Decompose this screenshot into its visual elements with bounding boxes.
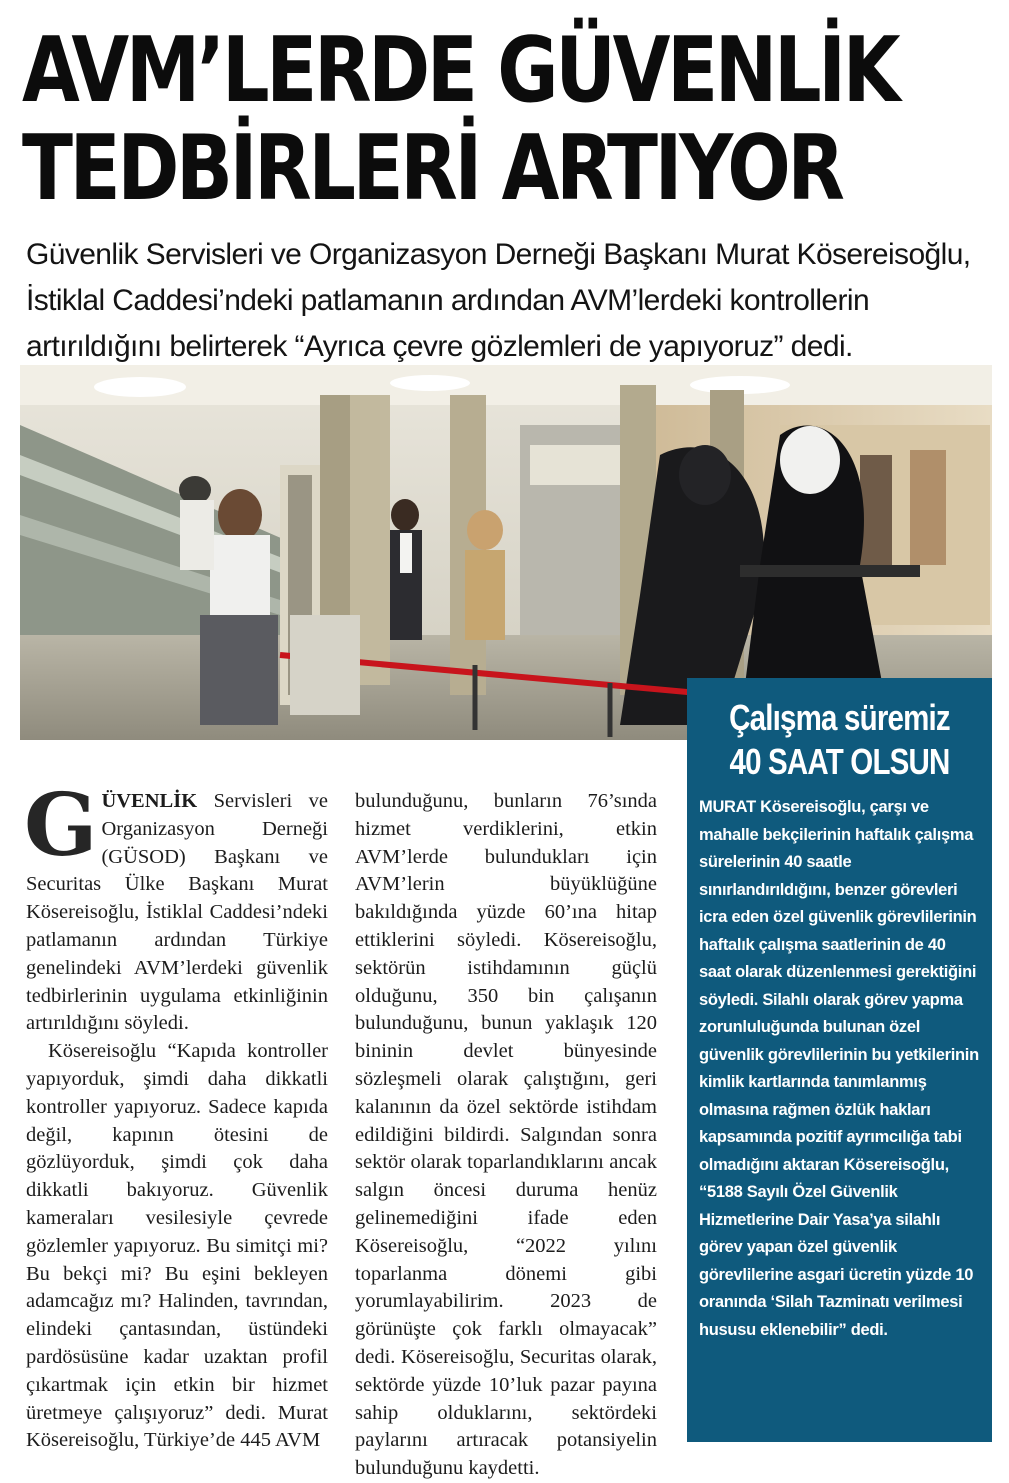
sidebar-body-text: Kösereisoğlu, çarşı ve mahalle bekçilerinin haftalık çalışma sürelerinin 40 saatle sınırlandırıldığını, benzer görevleri icra eden özel güvenlik görevlilerinin haftalık çalışma saatlerinin de 40 saat olarak düzenlenmesi gerektiğini söyledi. Silahlı olarak görev yapma zorunluluğunda bulunan özel güvenlik görevlilerinin bu yetkilerinin kimlik kartlarında tanımlanmış olmasına rağmen özlük hakları kapsamında pozitif ayrımcılığa tabi olmadığını aktaran Kösereisoğlu, “5188 Sayılı Özel Güvenlik Hizmetlerine Dair Yasa’ya silahlı görev yapan özel güvenlik görevlilerine asgari ücretin yüzde 10 oranında ‘Silah Tazminatı verilmesi hususu eklenebilir” dedi.: [699, 798, 979, 1339]
article-lead-in: ÜVENLİK: [101, 790, 198, 812]
headline-line-2: TEDBİRLERİ ARTIYOR: [22, 116, 842, 221]
sidebar-title-line-1: Çalışma süremiz: [729, 697, 950, 738]
article-paragraph-2: Kösereisoğlu “Kapıda kontroller yapıyorduk, şimdi daha dikkatli kontroller yapıyoruz. Sadece kapıda değil, kapının ötesini de gözlüyorduk, şimdi çok daha dikkatli bakıyoruz. Güvenlik kameraları vesilesiyle çevrede gözlemler yapıyoruz. Bu simitçi mi? Bu bekçi mi? Bu eşini bekleyen adamcağız mı? Halinden, tavrından, elindeki çantasından, üstündeki pardösüsüne kadar uzaktan profil çıkartmak için etkin bir hizmet üretmeye çalışıyoruz” dedi. Murat Kösereisoğlu, Türkiye’de 445 AVM: [26, 1040, 328, 1452]
article-column-2: [355, 788, 657, 1483]
article-paragraph-3: bulunduğunu, bunların 76’sında hizmet verdiklerini, etkin AVM’lerde bulundukları için AVM’lerin büyüklüğüne bakıldığında yüzde 60’ına hitap ettiklerini söyledi. Kösereisoğlu, sektörün istihdamının güçlü olduğunu, 350 bin çalışanın bulunduğunu, bunun yaklaşık 120 bininin devlet bünyesinde sözleşmeli olarak çalıştığını, geri kalanının da özel sektörde istihdam edildiğini bildirdi. Salgından sonra sektör olarak toparlandıklarını ancak salgın öncesi duruma henüz gelinemediğini ifade eden Kösereisoğlu, “2022 yılını toparlanma dönemi gibi yorumlayabilirim. 2023 de görünüşte çok farklı olmayacak” dedi. Kösereisoğlu, Securitas olarak, sektörde yüzde 10’luk pazar payına sahip olduklarını, sektördeki paylarını artıracak potansiyelin bulunduğunu kaydetti.: [355, 790, 657, 1480]
sidebar-title: [724, 696, 954, 784]
headline: [22, 18, 898, 221]
deck-summary: Güvenlik Servisleri ve Organizasyon Derneği Başkanı Murat Kösereisoğlu, İstiklal Caddesi’ndeki patlamanın ardından AVM’lerdeki kontrollerin artırıldığını belirterek “Ayrıca çevre gözlemleri de yapıyoruz” dedi.: [26, 238, 971, 363]
sidebar-title-line-2: 40 SAAT OLSUN: [729, 741, 950, 782]
article-column-1: [24, 775, 328, 1455]
headline-line-1: AVM’LERDE GÜVENLİK: [22, 18, 898, 123]
sidebar-box: [687, 678, 992, 1442]
sidebar-lead: MURAT: [699, 798, 756, 816]
article-paragraph-1: [24, 775, 328, 1038]
article-paragraph-1-text: Servisleri ve Organizasyon Derneği (GÜSOD) Başkanı ve Securitas Ülke Başkanı Murat Kösereisoğlu, İstiklal Caddesi’ndeki patlamanın ardından Türkiye genelindeki AVM’lerdeki güvenlik tedbirlerinin uygulama etkinliğinin artırıldığını söyledi.: [26, 790, 328, 1035]
sidebar-body: [699, 794, 980, 1344]
drop-cap: G: [24, 775, 98, 876]
